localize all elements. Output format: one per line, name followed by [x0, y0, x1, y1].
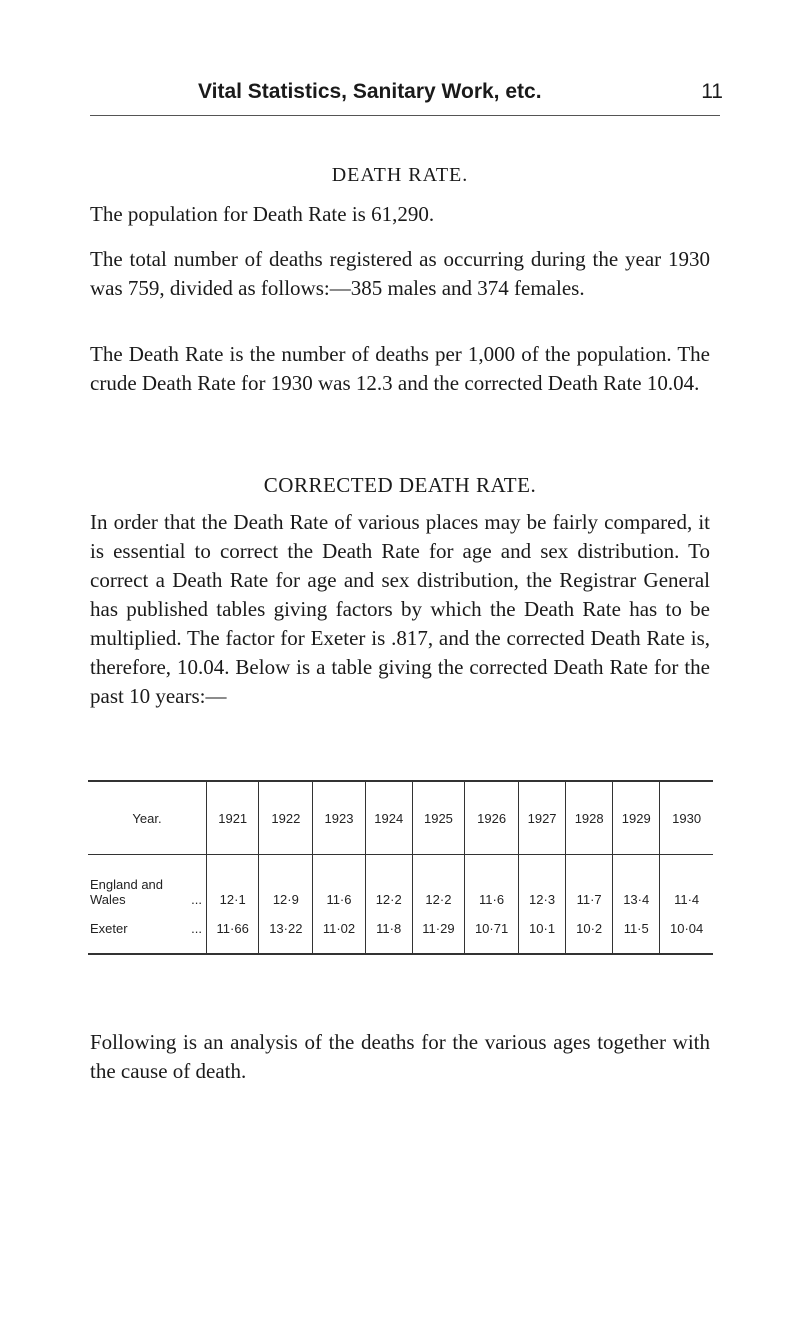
table-cell: 12·2	[365, 855, 412, 910]
table-cell: 10·1	[519, 909, 566, 954]
year-header: 1921	[207, 781, 259, 855]
year-header: 1927	[519, 781, 566, 855]
closing-paragraph: Following is an analysis of the deaths for the various ages together with the cause of death.	[90, 1030, 710, 1083]
header-rule	[90, 115, 720, 116]
death-rate-heading: DEATH RATE.	[331, 164, 469, 186]
table-row	[88, 909, 713, 954]
death-rate-definition-paragraph: The Death Rate is the number of deaths per 1,000 of the population. The crude Death Rate for 1930 was 12.3 and the corrected Death Rate 10.04.	[90, 342, 710, 395]
leader-dots: ...	[191, 892, 202, 907]
deaths-paragraph: The total number of deaths registered as occurring during the year 1930 was 759, divided as follows:—385 males and 374 females.	[90, 247, 710, 300]
table-cell: 11·5	[613, 909, 660, 954]
table-cell: 10·04	[660, 909, 713, 954]
table-cell: 11·02	[313, 909, 365, 954]
running-head-title: Vital Statistics, Sanitary Work, etc.	[198, 80, 542, 103]
row-label-england-wales	[88, 855, 207, 910]
year-header: 1923	[313, 781, 365, 855]
row-label-exeter	[88, 909, 207, 954]
row-label-line: Exeter	[90, 920, 128, 936]
year-header: 1930	[660, 781, 713, 855]
year-column-header: Year.	[88, 781, 207, 855]
year-header: 1929	[613, 781, 660, 855]
table-cell: 11·6	[313, 855, 365, 910]
death-rate-table	[88, 780, 713, 955]
year-header: 1925	[412, 781, 464, 855]
page-number: 11	[701, 80, 723, 103]
table-cell: 13·4	[613, 855, 660, 910]
table-cell: 11·4	[660, 855, 713, 910]
table-cell: 13·22	[259, 909, 313, 954]
table-cell: 11·6	[465, 855, 519, 910]
table-cell: 11·7	[566, 855, 613, 910]
row-label-line: Wales	[90, 892, 126, 907]
table-header-row	[88, 781, 713, 855]
table-cell: 12·3	[519, 855, 566, 910]
year-header: 1922	[259, 781, 313, 855]
table-cell: 10·71	[465, 909, 519, 954]
year-header: 1924	[365, 781, 412, 855]
year-header: 1926	[465, 781, 519, 855]
corrected-death-rate-heading: CORRECTED DEATH RATE.	[263, 473, 537, 497]
table-row	[88, 855, 713, 910]
population-paragraph: The population for Death Rate is 61,290.	[90, 202, 435, 226]
table-cell: 12·9	[259, 855, 313, 910]
table-cell: 12·2	[412, 855, 464, 910]
table-cell: 10·2	[566, 909, 613, 954]
table-cell: 11·8	[365, 909, 412, 954]
table-cell: 11·66	[207, 909, 259, 954]
leader-dots: ...	[191, 920, 202, 936]
row-label-line: England and	[90, 877, 164, 892]
corrected-death-rate-paragraph: In order that the Death Rate of various places may be fairly compared, it is essential to correct the Death Rate for age and sex distribution. To correct a Death Rate for age and sex distribution, the Registrar General has published tables giving factors by which the Death Rate has to be multiplied. The factor for Exeter is .817, and the corrected Death Rate is, therefore, 10.04. Below is a table giving the corrected Death Rate for the past 10 years:—	[90, 510, 710, 708]
year-header: 1928	[566, 781, 613, 855]
table-cell: 11·29	[412, 909, 464, 954]
table-cell: 12·1	[207, 855, 259, 910]
